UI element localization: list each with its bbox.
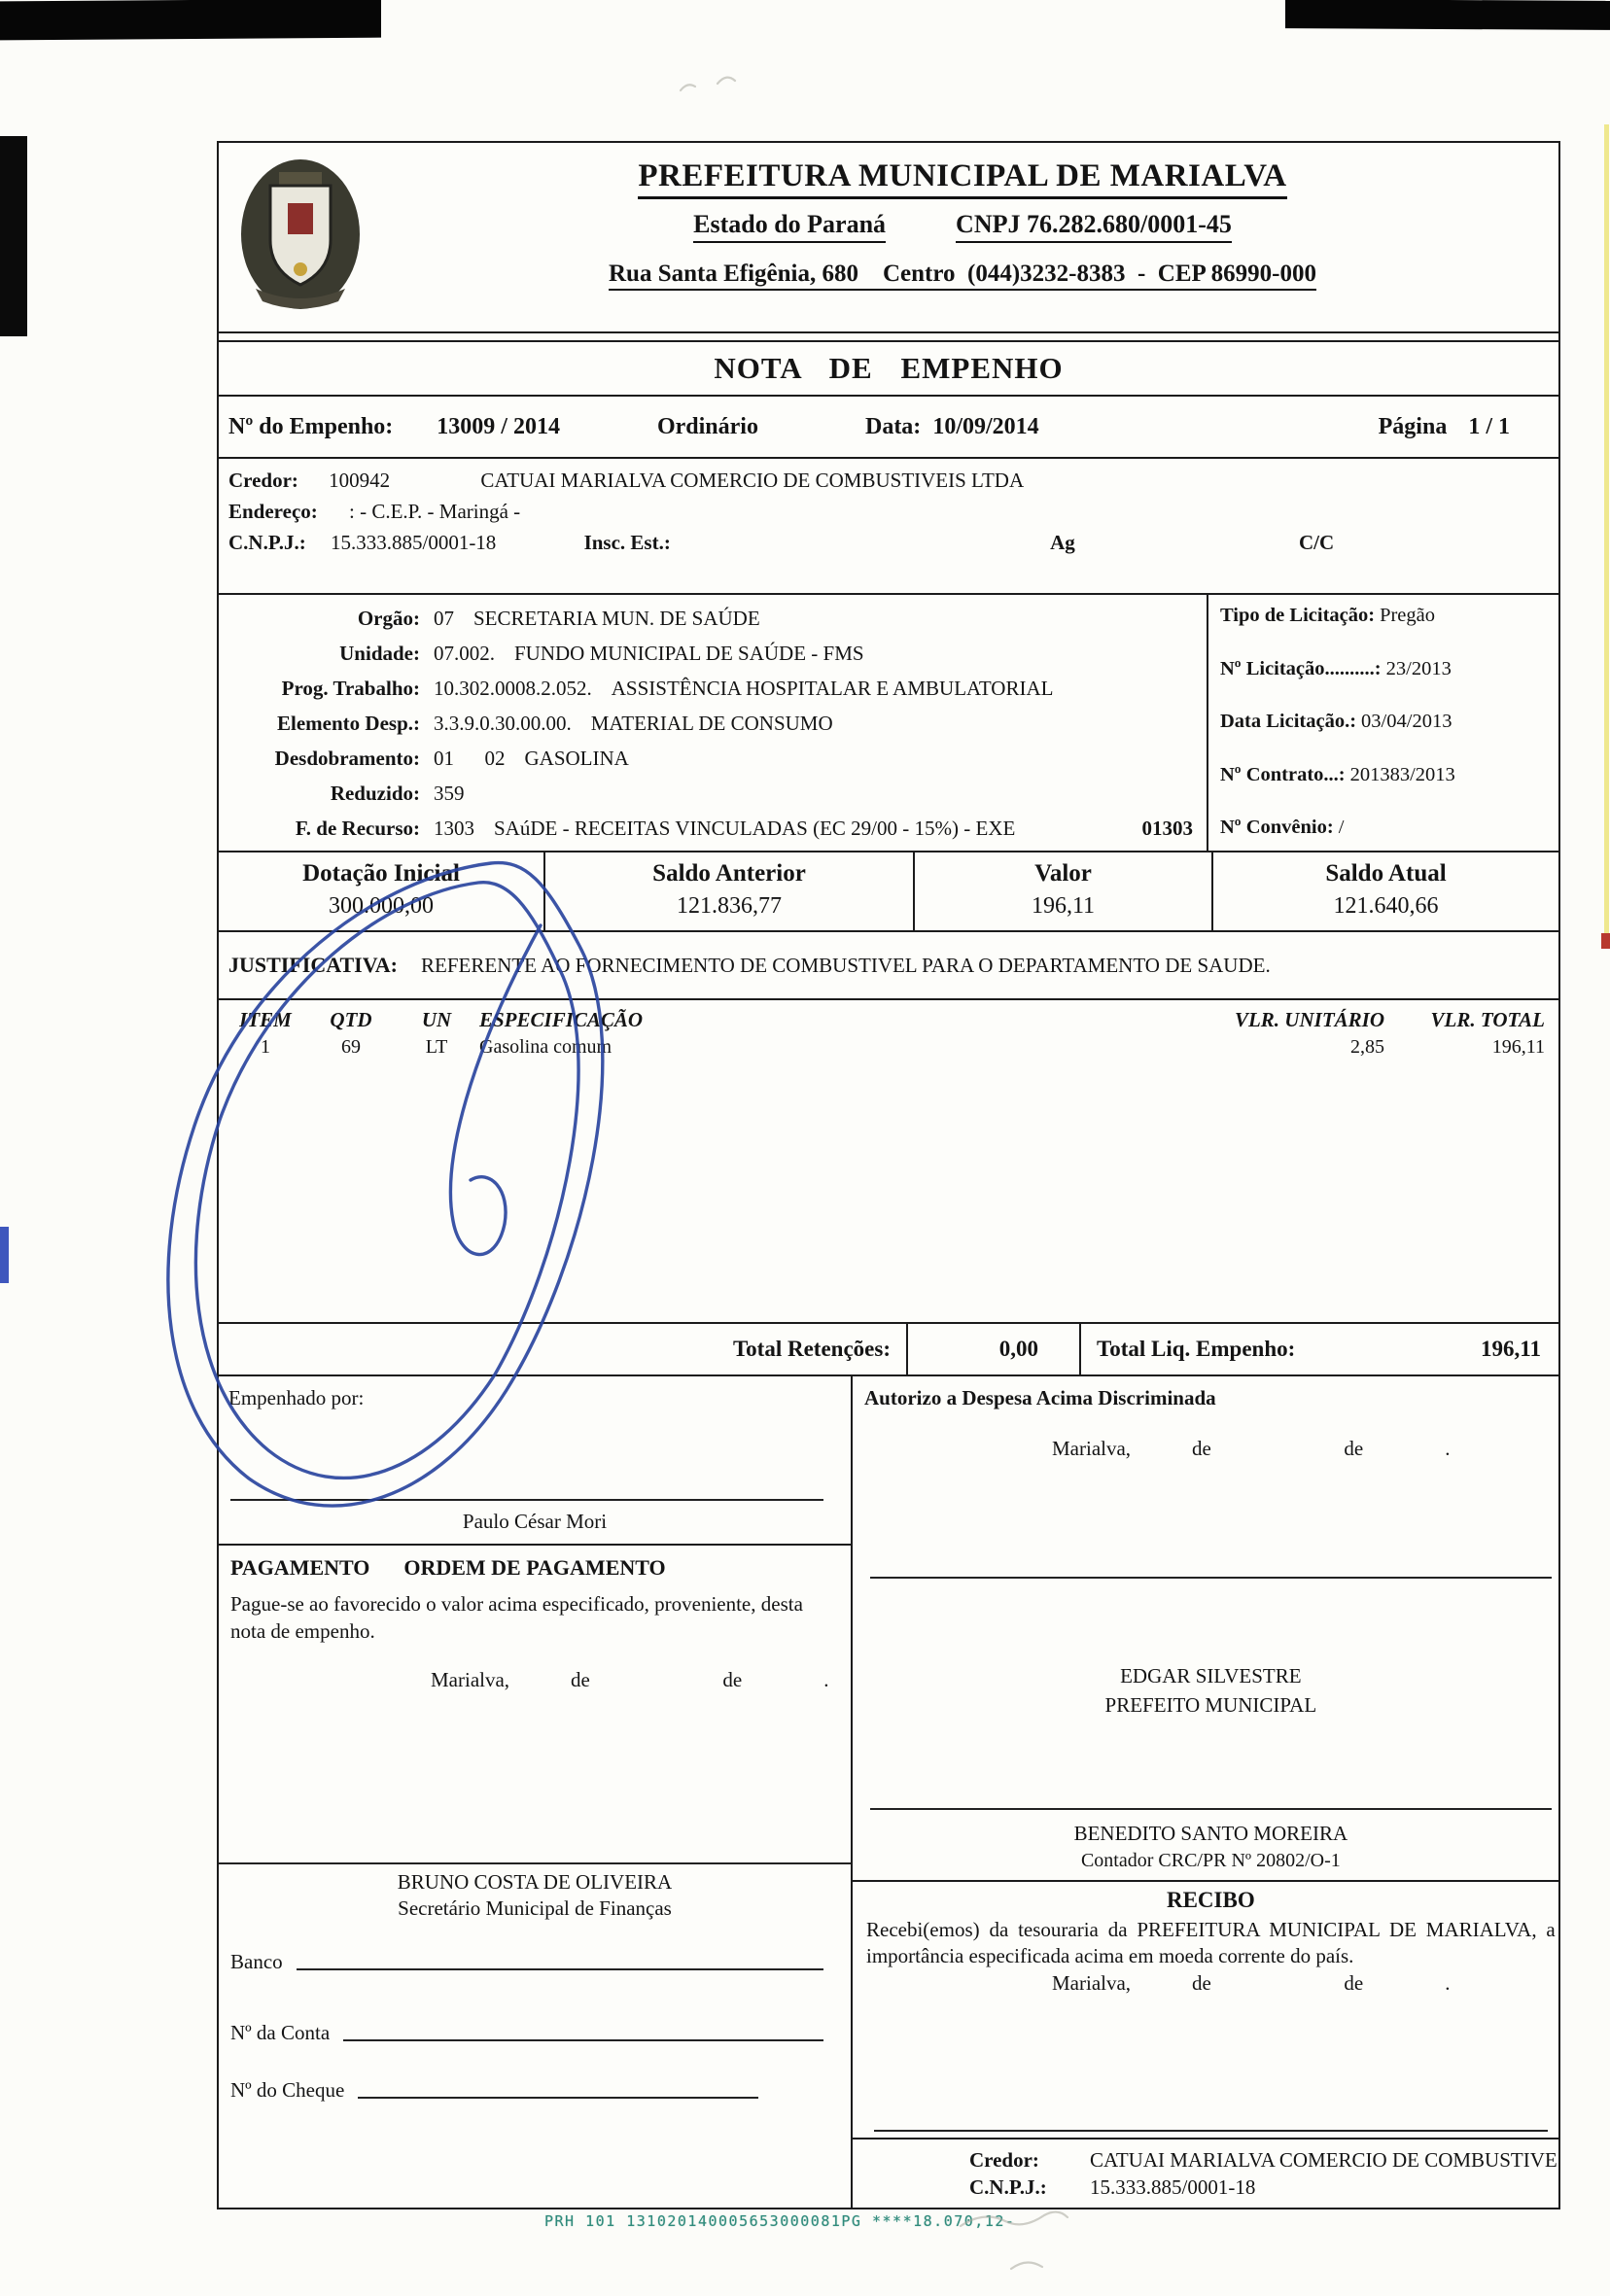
classification-row: Elemento Desp.: 3.3.9.0.30.00.00. MATERIAL DE CONSUMO (277, 712, 833, 735)
bidding-row: Nº Licitação..........: 23/2013 (1220, 657, 1452, 679)
finance-secretary-role: Secretário Municipal de Finanças (398, 1896, 672, 1920)
account-label: C/C (1299, 531, 1335, 554)
doc-title: NOTA DE EMPENHO (219, 340, 1558, 397)
agency-label: Ag (1050, 531, 1075, 554)
authorization-section (853, 1376, 1558, 1882)
payment-section (219, 1544, 851, 2208)
classification-row: Orgão: 07 SECRETARIA MUN. DE SAÚDE (357, 607, 760, 630)
justification-text: REFERENTE AO FORNECIMENTO DE COMBUSTIVEL PARA O DEPARTAMENTO DE SAUDE. (421, 953, 1271, 977)
signatures-area (219, 1376, 1558, 2208)
signature-line (870, 1577, 1552, 1579)
committed-by-name: Paulo César Mori (462, 1510, 608, 1533)
left-signature-column (219, 1376, 853, 2208)
payment-title: PAGAMENTO (230, 1555, 370, 1580)
committed-by-cell (219, 1376, 851, 1544)
payment-date-line: Marialva, de de . (431, 1668, 829, 1691)
scan-artifact-right-red (1601, 933, 1610, 949)
creditor-name: CATUAI MARIALVA COMERCIO DE COMBUSTIVEIS LTDA (480, 469, 1025, 492)
scan-artifact-left-blue (0, 1227, 9, 1283)
justification (219, 932, 1558, 1000)
state-registration-label: Insc. Est.: (583, 531, 671, 554)
cheque-field: Nº do Cheque (219, 2078, 851, 2103)
totals-row (219, 1322, 1558, 1376)
bidding-row: Data Licitação.: 03/04/2013 (1220, 711, 1452, 732)
receipt-date-line: Marialva, de de . (1052, 1971, 1451, 1995)
classification-row: F. de Recurso: 1303 SAúDE - RECEITAS VINCULADAS (EC 29/00 - 15%) - EXE 01303 (219, 811, 1207, 846)
dot-matrix-print-line: PRH 101 131020140005653000081PG ****18.070,12- (544, 2212, 1016, 2230)
bidding-row: Nº Convênio: / (1220, 817, 1345, 838)
classification-rows (219, 595, 1207, 851)
mayor-role: PREFEITO MUNICIPAL (1104, 1693, 1317, 1717)
authorization-date-line: Marialva, de de . (1052, 1437, 1451, 1460)
receipt-creditor-footer (853, 2138, 1558, 2208)
empenho-number-label: Nº do Empenho: (228, 413, 394, 439)
budget-classification (219, 595, 1558, 852)
receipt-text: Recebi(emos) da tesouraria da PREFEITURA MUNICIPAL DE MARIALVA, a importância especificada acima em moeda corrente do país. (866, 1918, 1556, 1967)
net-total-label: Total Liq. Empenho: (1097, 1337, 1296, 1361)
creditor-block (219, 459, 1558, 595)
accountant-name: BENEDITO SANTO MOREIRA (1073, 1822, 1348, 1845)
classification-row: Reduzido: 359 (330, 782, 465, 805)
bank-field: Banco (219, 1950, 851, 1974)
coat-of-arms-logo (219, 143, 367, 331)
receipt-creditor-name: CATUAI MARIALVA COMERCIO DE COMBUSTIVE (1090, 2148, 1558, 2172)
letterhead-text (367, 143, 1558, 331)
bank-blank-line (297, 1968, 823, 1970)
right-signature-column (853, 1376, 1558, 2208)
payment-order-text: Pague-se ao favorecido o valor acima especificado, proveniente, desta nota de empenho. (230, 1592, 803, 1643)
receipt-title: RECIBO (1166, 1888, 1255, 1912)
creditor-address-label: Endereço: (228, 500, 318, 523)
justification-label: JUSTIFICATIVA: (228, 953, 399, 977)
org-address: Rua Santa Efigênia, 680 Centro (044)3232-8383 - CEP 86990-000 (609, 261, 1316, 291)
balances-row (219, 852, 1558, 932)
finance-secretary-name: BRUNO COSTA DE OLIVEIRA (397, 1870, 673, 1894)
creditor-label: Credor: (228, 469, 298, 492)
empenho-number-row (219, 397, 1558, 459)
bidding-info (1207, 595, 1558, 851)
retentions-label: Total Retenções: (219, 1324, 908, 1374)
org-cnpj: CNPJ 76.282.680/0001-45 (956, 210, 1232, 243)
items-table (219, 1000, 1558, 1322)
scan-artifact-right-yellow (1604, 124, 1609, 946)
accountant-role: Contador CRC/PR Nº 20802/O-1 (1080, 1850, 1341, 1871)
page-number: 1 / 1 (1468, 413, 1510, 439)
items-table-header: ITEM QTD UN ESPECIFICAÇÃO VLR. UNITÁRIO VLR. TOTAL (239, 1008, 1545, 1031)
scan-artifact-top-right (1285, 0, 1610, 30)
payment-order-title: ORDEM DE PAGAMENTO (403, 1555, 666, 1580)
org-state: Estado do Paraná (693, 210, 886, 243)
receipt-creditor-label: Credor: (969, 2148, 1039, 2172)
empenho-type: Ordinário (656, 413, 758, 439)
initial-allocation-cell: Dotação Inicial 300.000,00 (219, 852, 545, 930)
retentions-value: 0,00 (908, 1324, 1081, 1374)
bidding-row: Nº Contrato...: 201383/2013 (1220, 763, 1455, 785)
item-row: 1 69 LT Gasolina comum 2,85 196,11 (261, 1036, 1545, 1058)
org-name: PREFEITURA MUNICIPAL DE MARIALVA (367, 158, 1558, 194)
mayor-name: EDGAR SILVESTRE (1120, 1664, 1302, 1687)
signature-line (230, 1499, 823, 1501)
receipt-section (853, 1882, 1558, 2208)
empenho-number: 13009 / 2014 (437, 413, 560, 439)
classification-row: Unidade: 07.002. FUNDO MUNICIPAL DE SAÚDE - FMS (339, 642, 864, 665)
receipt-cnpj-label: C.N.P.J.: (969, 2175, 1047, 2199)
scan-artifact-top-left (0, 0, 381, 40)
nota-de-empenho-form (217, 141, 1560, 2209)
creditor-cnpj-label: C.N.P.J.: (228, 531, 306, 554)
empenho-date: 10/09/2014 (932, 413, 1039, 439)
current-balance-cell: Saldo Atual 121.640,66 (1325, 860, 1447, 919)
previous-balance-cell: Saldo Anterior 121.836,77 (545, 852, 915, 930)
signature-line (219, 1862, 851, 1864)
creditor-code: 100942 (329, 469, 391, 492)
value-cell: Valor 196,11 (915, 852, 1213, 930)
signature-line (870, 1808, 1552, 1810)
creditor-cnpj: 15.333.885/0001-18 (330, 531, 497, 554)
resource-source-code: 01303 (1141, 817, 1193, 840)
letterhead (219, 143, 1558, 333)
committed-by-label: Empenhado por: (228, 1386, 365, 1409)
bidding-row: Tipo de Licitação: Pregão (1220, 605, 1436, 626)
net-total-value: 196,11 (1481, 1337, 1541, 1361)
classification-row: Desdobramento: 01 02 GASOLINA (274, 747, 629, 770)
classification-row: Prog. Trabalho: 10.302.0008.2.052. ASSISTÊNCIA HOSPITALAR E AMBULATORIAL (281, 677, 1054, 700)
authorization-title: Autorizo a Despesa Acima Discriminada (864, 1386, 1216, 1409)
page-label: Página (1378, 413, 1448, 439)
account-blank-line (343, 2039, 823, 2041)
scan-artifact-left-strip (0, 136, 27, 336)
signature-line (874, 2130, 1548, 2132)
receipt-cnpj: 15.333.885/0001-18 (1090, 2175, 1256, 2199)
net-total-cell (1081, 1324, 1558, 1374)
creditor-address: : - C.E.P. - Maringá - (349, 500, 521, 523)
account-field: Nº da Conta (219, 2021, 851, 2045)
cheque-blank-line (358, 2097, 758, 2099)
empenho-date-label: Data: (864, 413, 922, 439)
